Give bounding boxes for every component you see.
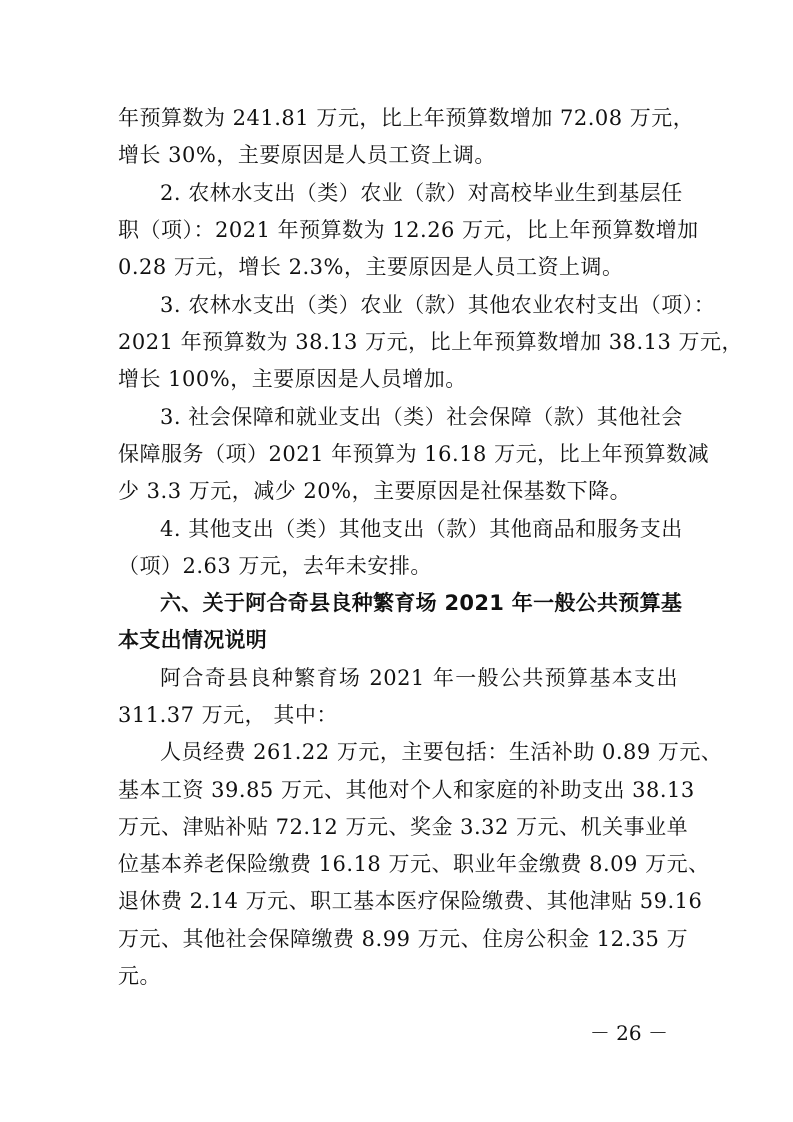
paragraph-line: 2021 年预算数为 38.13 万元，比上年预算数增加 38.13 万元， bbox=[118, 330, 744, 354]
paragraph-line: 4. 其他支出（类）其他支出（款）其他商品和服务支出 bbox=[160, 517, 683, 541]
paragraph-line: 人员经费 261.22 万元，主要包括：生活补助 0.89 万元、 bbox=[160, 740, 723, 764]
paragraph-line: 增长 30%，主要原因是人员工资上调。 bbox=[118, 143, 496, 167]
section-heading-line: 本支出情况说明 bbox=[118, 628, 268, 652]
paragraph-line: 3. 农林水支出（类）农业（款）其他农业农村支出（项）： bbox=[160, 293, 716, 317]
page-number: － 26 － bbox=[589, 1021, 668, 1045]
paragraph-line: 基本工资 39.85 万元、其他对个人和家庭的补助支出 38.13 bbox=[118, 778, 695, 802]
paragraph-line: 0.28 万元，增长 2.3%，主要原因是人员工资上调。 bbox=[118, 255, 624, 279]
paragraph-line: 阿合奇县良种繁育场 2021 年一般公共预算基本支出 bbox=[160, 666, 678, 690]
paragraph-line: （项）2.63 万元，去年未安排。 bbox=[118, 554, 432, 578]
paragraph-line: 保障服务（项）2021 年预算为 16.18 万元，比上年预算数减 bbox=[118, 442, 710, 466]
paragraph-line: 年预算数为 241.81 万元，比上年预算数增加 72.08 万元， bbox=[118, 106, 695, 130]
paragraph-line: 2. 农林水支出（类）农业（款）对高校毕业生到基层任 bbox=[160, 181, 683, 205]
paragraph-line: 退休费 2.14 万元、职工基本医疗保险缴费、其他津贴 59.16 bbox=[118, 889, 703, 913]
paragraph-line: 3. 社会保障和就业支出（类）社会保障（款）其他社会 bbox=[160, 405, 683, 429]
section-heading-line: 六、关于阿合奇县良种繁育场 2021 年一般公共预算基 bbox=[160, 591, 683, 615]
paragraph-line: 职（项）：2021 年预算数为 12.26 万元，比上年预算数增加 bbox=[118, 218, 699, 242]
paragraph-line: 元。 bbox=[118, 964, 161, 988]
paragraph-line: 位基本养老保险缴费 16.18 万元、职业年金缴费 8.09 万元、 bbox=[118, 852, 710, 876]
paragraph-line: 万元、其他社会保障缴费 8.99 万元、住房公积金 12.35 万 bbox=[118, 927, 689, 951]
paragraph-line: 少 3.3 万元，减少 20%，主要原因是社保基数下降。 bbox=[118, 479, 632, 503]
paragraph-line: 311.37 万元， 其中： bbox=[118, 703, 338, 727]
paragraph-line: 万元、津贴补贴 72.12 万元、奖金 3.32 万元、机关事业单 bbox=[118, 815, 689, 839]
paragraph-line: 增长 100%，主要原因是人员增加。 bbox=[118, 367, 467, 391]
